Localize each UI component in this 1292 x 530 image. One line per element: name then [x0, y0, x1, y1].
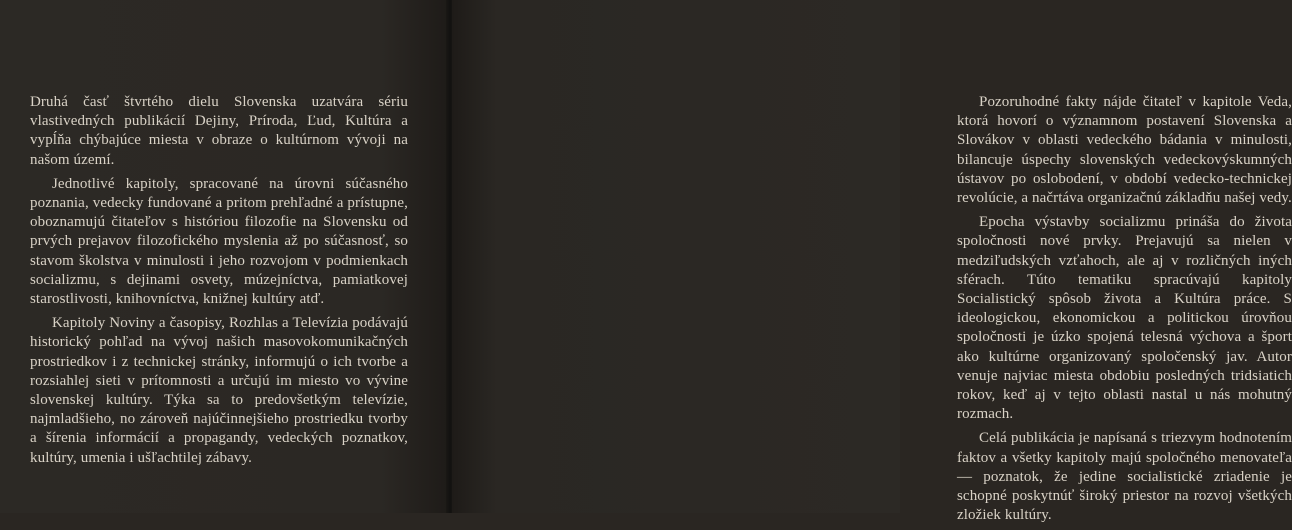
left-page-text — [30, 93, 408, 473]
paragraph: Celá publikácia je napísaná s triezvym hodnotením faktov a všetky kapitoly majú spoločného menovateľa — poznatok, že jedine socialistické zriadenie je schopné poskytnúť široký priestor na rozvoj všetkých zložiek kultúry. — [957, 430, 1292, 524]
right-page — [452, 0, 1292, 524]
paragraph: Pozoruhodné fakty nájde čitateľ v kapitole Veda, ktorá hovorí o významnom postavení Slovenska a Slovákov v oblasti vedeckého bádania v minulosti, bilancuje úspechy slovenských vedeckovýskumných ústavov po oslobodení, v období vedecko-technickej revolúcie, a načrtáva organizačnú základňu našej vedy. — [957, 94, 1292, 207]
right-page-text — [957, 93, 1292, 530]
left-page — [0, 0, 448, 513]
paragraph: Epocha výstavby socializmu prináša do života spoločnosti nové prvky. Prejavujú sa nielen v medziľudských vzťahoch, ale aj v rozličných iných sférach. Túto tematiku spracúvajú kapitoly Socialistický spôsob života a Kultúra práce. S ideologickou, ekonomickou a politickou úrovňou spoločnosti je úzko spojená telesná výchova a šport ako kultúrne organizovaný spoločenský jav. Autor venuje najviac miesta obdobiu posledných tridsiatich rokov, keď aj v tejto oblasti nastal u nás mohutný rozmach. — [957, 214, 1292, 423]
paragraph: Kapitoly Noviny a časopisy, Rozhlas a Televízia podávajú historický pohľad na vývoj našich masovokomunikačných prostriedkov i z technickej stránky, informujú o ich tvorbe a rozsiahlej sieti v prítomnosti a určujú im miesto vo vývine slovenskej kultúry. Týka sa to predovšetkým televízie, najmladšieho, no zároveň najúčinnejšieho prostriedku tvorby a šírenia informácií a propagandy, vedeckých poznatkov, kultúry, umenia i ušľachtilej zábavy. — [30, 315, 408, 466]
paragraph: Jednotlivé kapitoly, spracované na úrovni súčasného poznania, vedecky fundované a pritom prehľadné a prístupne, oboznamujú čitateľov s históriou filozofie na Slovensku od prvých prejavov filozofického myslenia až po súčasnosť, so stavom školstva v minulosti i jeho rozvojom v podmienkach socializmu, s dejinami osvety, múzejníctva, pamiatkovej starostlivosti, knihovníctva, knižnej kultúry atď. — [30, 175, 408, 308]
paragraph: Druhá časť štvrtého dielu Slovenska uzatvára sériu vlastivedných publikácií Dejiny, Príroda, Ľud, Kultúra a vypĺňa chýbajúce miesta v obraze o kultúrnom vývoji na našom území. — [30, 94, 408, 168]
